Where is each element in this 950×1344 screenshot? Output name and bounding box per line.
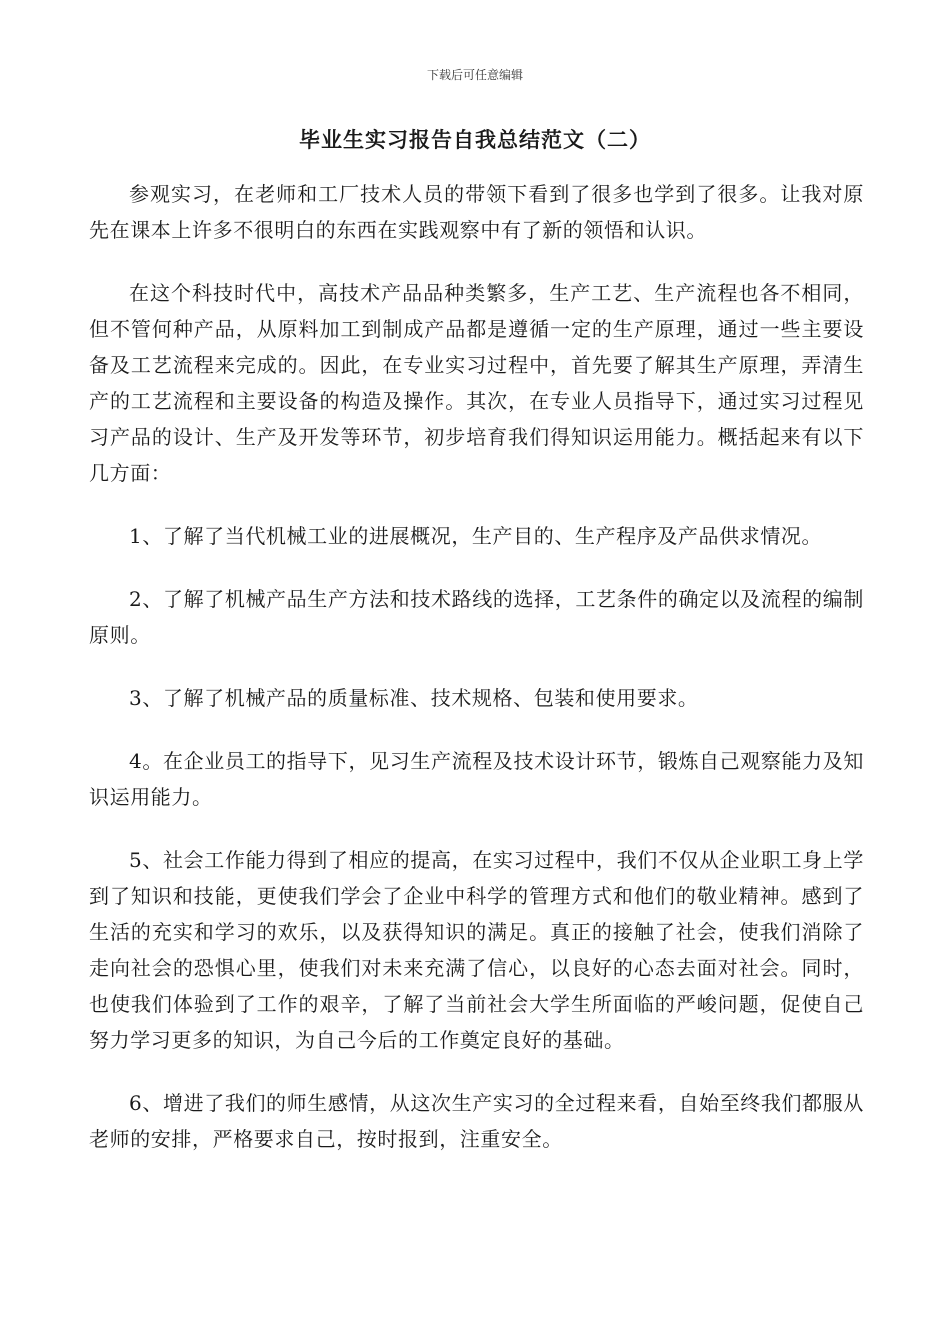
paragraph-item-4: 4。在企业员工的指导下，见习生产流程及技术设计环节，锻炼自己观察能力及知识运用能力。	[89, 749, 864, 809]
paragraph-item-2: 2、了解了机械产品生产方法和技术路线的选择，工艺条件的确定以及流程的编制原则。	[89, 587, 864, 647]
paragraph-item-3: 3、了解了机械产品的质量标准、技术规格、包装和使用要求。	[129, 686, 699, 710]
paragraph-item-1: 1、了解了当代机械工业的进展概况，生产目的、生产程序及产品供求情况。	[129, 524, 823, 548]
header-note: 下载后可任意编辑	[426, 68, 523, 82]
document-title: 毕业生实习报告自我总结范文（二）	[299, 127, 651, 152]
paragraph-intro: 参观实习，在老师和工厂技术人员的带领下看到了很多也学到了很多。让我对原先在课本上许多不很明白的东西在实践观察中有了新的领悟和认识。	[89, 182, 864, 242]
document-body	[89, 176, 864, 1184]
paragraph-item-6: 6、增进了我们的师生感情，从这次生产实习的全过程来看，自始至终我们都服从老师的安排，严格要求自己，按时报到，注重安全。	[89, 1091, 864, 1151]
paragraph-overview: 在这个科技时代中，高技术产品品种类繁多，生产工艺、生产流程也各不相同，但不管何种产品，从原料加工到制成产品都是遵循一定的生产原理，通过一些主要设备及工艺流程来完成的。因此，在专业实习过程中，首先要了解其生产原理，弄清生产的工艺流程和主要设备的构造及操作。其次，在专业人员指导下，通过实习过程见习产品的设计、生产及开发等环节，初步培育我们得知识运用能力。概括起来有以下几方面：	[89, 281, 864, 485]
paragraph-item-5: 5、社会工作能力得到了相应的提高，在实习过程中，我们不仅从企业职工身上学到了知识和技能，更使我们学会了企业中科学的管理方式和他们的敬业精神。感到了生活的充实和学习的欢乐，以及获得知识的满足。真正的接触了社会，使我们消除了走向社会的恐惧心里，使我们对未来充满了信心，以良好的心态去面对社会。同时，也使我们体验到了工作的艰辛，了解了当前社会大学生所面临的严峻问题，促使自己努力学习更多的知识，为自己今后的工作奠定良好的基础。	[89, 848, 864, 1052]
